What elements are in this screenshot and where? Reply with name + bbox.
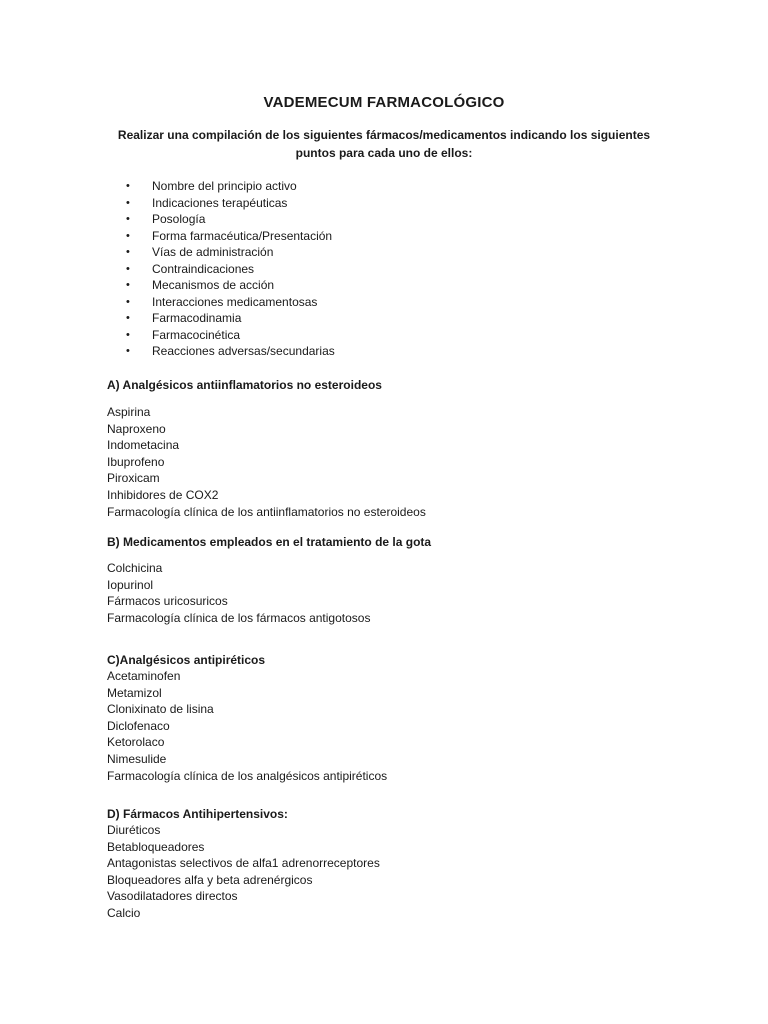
point-item xyxy=(126,244,335,261)
bullet-icon: • xyxy=(126,279,130,291)
section-b-heading: B) Medicamentos empleados en el tratamiento de la gota xyxy=(107,535,432,549)
point-item xyxy=(126,261,335,278)
drug-item: Betabloqueadores xyxy=(107,839,205,854)
point-text: Posología xyxy=(152,212,206,226)
drug-item: Metamizol xyxy=(107,685,162,700)
drug-item: Farmacología clínica de los antiinflamatorios no esteroideos xyxy=(107,504,426,519)
section-d xyxy=(107,806,380,922)
drug-item: Calcio xyxy=(107,905,141,920)
section-a xyxy=(107,377,426,520)
point-item xyxy=(126,211,335,228)
drug-item: Inhibidores de COX2 xyxy=(107,487,219,502)
point-text: Vías de administración xyxy=(152,245,274,259)
section-c-heading: C)Analgésicos antipiréticos xyxy=(107,653,266,667)
bullet-icon: • xyxy=(126,196,130,209)
section-b xyxy=(107,534,431,626)
drug-item: Antagonistas selectivos de alfa1 adrenorreceptores xyxy=(107,856,380,871)
point-text: Indicaciones terapéuticas xyxy=(152,195,288,210)
drug-item: Diclofenaco xyxy=(107,718,170,733)
drug-item: Acetaminofen xyxy=(107,669,181,683)
drug-item: Nimesulide xyxy=(107,751,167,766)
drug-item: Farmacología clínica de los fármacos antigotosos xyxy=(107,610,371,625)
section-c-list xyxy=(107,668,387,784)
point-item xyxy=(126,294,335,311)
bullet-icon: • xyxy=(126,213,130,225)
point-text: Farmacodinamia xyxy=(152,311,242,325)
bullet-icon: • xyxy=(126,295,130,308)
point-text: Interacciones medicamentosas xyxy=(152,294,318,309)
drug-item: Bloqueadores alfa y beta adrenérgicos xyxy=(107,872,313,887)
bullet-icon: • xyxy=(126,229,130,242)
drug-item: Piroxicam xyxy=(107,471,160,486)
drug-item: Ibuprofeno xyxy=(107,454,165,469)
drug-item: Clonixinato de lisina xyxy=(107,702,214,717)
bullet-icon: • xyxy=(126,262,130,275)
point-text: Farmacocinética xyxy=(152,327,241,342)
point-item xyxy=(126,228,335,245)
bullet-icon: • xyxy=(126,312,130,324)
section-c xyxy=(107,652,387,784)
bullet-icon: • xyxy=(126,180,130,192)
drug-item: Colchicina xyxy=(107,561,163,575)
point-item xyxy=(126,310,335,327)
point-text: Reacciones adversas/secundarias xyxy=(152,344,335,358)
point-text: Nombre del principio activo xyxy=(152,179,297,193)
section-a-heading: A) Analgésicos antiinflamatorios no esteroideos xyxy=(107,378,382,392)
point-item xyxy=(126,195,335,212)
drug-item: Indometacina xyxy=(107,438,180,453)
section-d-heading: D) Fármacos Antihipertensivos: xyxy=(107,807,288,821)
point-item xyxy=(126,343,335,360)
section-b-list xyxy=(107,560,431,626)
point-text: Contraindicaciones xyxy=(152,261,255,276)
document-title: VADEMECUM FARMACOLÓGICO xyxy=(263,94,505,111)
point-item xyxy=(126,277,335,294)
drug-item: Vasodilatadores directos xyxy=(107,889,238,904)
drug-item: Diuréticos xyxy=(107,823,161,837)
drug-item: Iopurinol xyxy=(107,577,154,592)
drug-item: Ketorolaco xyxy=(107,735,165,750)
intro-paragraph: Realizar una compilación de los siguientes fármacos/medicamentos indicando los siguientes puntos para cada uno de ellos: xyxy=(117,128,651,160)
point-item xyxy=(126,178,335,195)
drug-item: Aspirina xyxy=(107,405,151,419)
points-list xyxy=(126,178,335,360)
section-d-list xyxy=(107,822,380,922)
point-item xyxy=(126,327,335,344)
drug-item: Fármacos uricosuricos xyxy=(107,594,228,609)
drug-item: Farmacología clínica de los analgésicos antipiréticos xyxy=(107,768,388,783)
drug-item: Naproxeno xyxy=(107,421,166,436)
point-text: Forma farmacéutica/Presentación xyxy=(152,228,333,243)
section-a-list xyxy=(107,404,426,520)
bullet-icon: • xyxy=(126,345,130,357)
bullet-icon: • xyxy=(126,246,130,258)
bullet-icon: • xyxy=(126,328,130,341)
point-text: Mecanismos de acción xyxy=(152,278,275,292)
